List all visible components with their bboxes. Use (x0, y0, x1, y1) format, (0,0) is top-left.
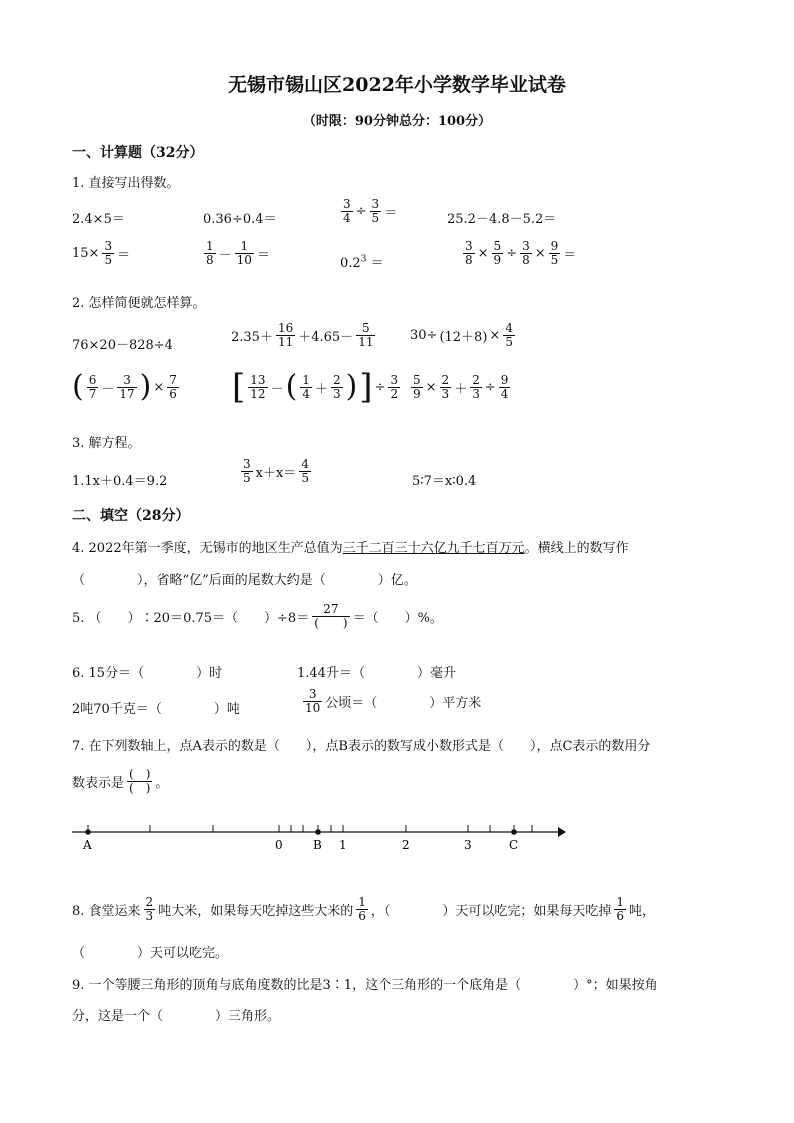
q1-item-a: 2.4×5＝ (72, 212, 125, 227)
q1-heading: 1. 直接写出得数。 (72, 176, 180, 191)
q2-item-f: $\frac{5}{9}$ × $\frac{2}{3}$ ＋ $\frac{2}{3}$ ÷ $\frac{9}{4}$ (413, 373, 509, 401)
q2-item-c: 30÷ (12＋8) × $\frac{4}{5}$ (410, 321, 513, 349)
q8-line1: 8. 食堂运来 $\frac{2}{3}$ 吨大米，如果每天吃掉这些大米的 $\frac{1}{6}$ ，（ ）天可以吃完；如果每天吃掉 $\frac{1}{6}$ 吨， (72, 895, 656, 923)
label-2: 2 (402, 838, 410, 852)
q1-item-d: 25.2－4.8－5.2＝ (447, 212, 557, 227)
q7-line1: 7. 在下列数轴上，点A表示的数是（ ），点B表示的数写成小数形式是（ ），点C表示的数用分 (72, 739, 651, 754)
label-b: B (313, 838, 322, 852)
q1-item-f: $\frac{1}{8}$ － $\frac{1}{10}$ ＝ (206, 239, 270, 267)
label-0: 0 (275, 838, 283, 852)
number-line-arrow (558, 827, 566, 837)
q4-line2: （ ），省略“亿”后面的尾数大约是（ ）亿。 (72, 573, 417, 588)
section-heading-calculation: 一、计算题（32分） (72, 145, 204, 161)
q2-heading: 2. 怎样简便就怎样算。 (72, 296, 206, 311)
q2-item-a: 76×20－828÷4 (72, 338, 173, 353)
label-c: C (509, 838, 519, 852)
point-a (85, 829, 91, 835)
page-title: 无锡市锡山区2022年小学数学毕业试卷 (228, 74, 566, 96)
q3-item-b: $\frac{3}{5}$ x＋x＝ $\frac{4}{5}$ (243, 457, 309, 485)
point-c (511, 829, 517, 835)
q2-item-d: ( $\frac{6}{7}$ － $\frac{3}{17}$ ) × $\frac{7}{6}$ (72, 369, 177, 404)
q5: 5. （ ）∶20＝0.75＝（ ）÷8＝ $\frac{27}{( )}$ ＝（ ）%。 (72, 602, 443, 630)
q3-heading: 3. 解方程。 (72, 436, 141, 451)
label-1: 1 (339, 838, 347, 852)
q3-item-c: 5∶7＝x∶0.4 (412, 474, 477, 489)
q6-item-b: 1.44升＝（ ）毫升 (297, 666, 456, 681)
point-b (315, 829, 321, 835)
number-line (0, 815, 794, 860)
q2-item-b: 2.35＋ $\frac{16}{11}$ ＋4.65－ $\frac{5}{11}$ (231, 321, 374, 349)
label-a: A (83, 838, 92, 852)
page-subtitle: （时限：90分钟总分：100分） (302, 114, 492, 129)
q3-item-a: 1.1x＋0.4＝9.2 (72, 474, 168, 489)
number-line-ticks (88, 825, 532, 832)
q4-line1: 4. 2022年第一季度，无锡市的地区生产总值为三千二百三十六亿九千七百万元。横线上的数写作 (72, 541, 629, 556)
q1-item-h: $\frac{3}{8}$ × $\frac{5}{9}$ ÷ $\frac{3}{8}$ × $\frac{9}{5}$ ＝ (465, 239, 577, 267)
q2-item-e: [ $\frac{13}{12}$ － ( $\frac{1}{4}$ ＋ $\frac{2}{3}$ ) ] ÷ $\frac{3}{2}$ (232, 367, 399, 407)
label-3: 3 (464, 838, 472, 852)
q7-line2: 数表示是 $\frac{( )}{( )}$ 。 (72, 767, 169, 795)
q9-line2: 分，这是一个（ ）三角形。 (72, 1009, 281, 1024)
q1-item-e: 15× $\frac{3}{5}$ ＝ (72, 239, 131, 267)
q6-item-a: 6. 15分＝（ ）时 (72, 666, 223, 681)
section-heading-fill-blanks: 二、填空（28分） (72, 508, 190, 524)
q1-item-b: 0.36÷0.4＝ (203, 212, 277, 227)
q1-item-g: $0.2^3$ ＝ (340, 254, 384, 271)
q6-item-d: $\frac{3}{10}$ 公顷＝（ ）平方米 (305, 687, 482, 715)
q1-item-c: $\frac{3}{4}$ ÷ $\frac{3}{5}$ ＝ (343, 197, 398, 225)
q6-item-c: 2吨70千克＝（ ）吨 (72, 702, 240, 717)
q8-line2: （ ）天可以吃完。 (72, 946, 229, 961)
q9-line1: 9. 一个等腰三角形的顶角与底角度数的比是3∶1，这个三角形的一个底角是（ ）°；如果按角 (72, 978, 658, 993)
